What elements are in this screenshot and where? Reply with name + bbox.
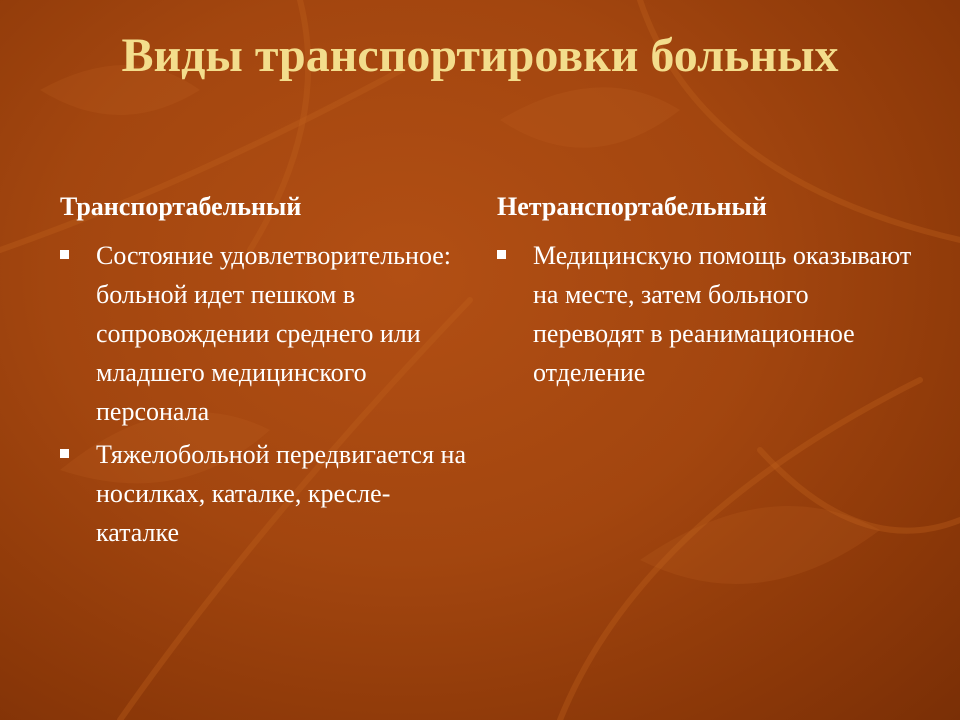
list-item: [60, 236, 470, 431]
square-bullet-icon: [497, 250, 506, 259]
bullet-list-transportable: [60, 236, 470, 556]
list-item-text: Медицинскую помощь оказывают на месте, затем больного переводят в реанимационное отделение: [533, 241, 912, 387]
column-heading-transportable: Транспортабельный: [60, 192, 302, 221]
list-item: [60, 435, 470, 552]
column-heading-non-transportable: Нетранспортабельный: [497, 192, 767, 221]
list-item: [497, 236, 917, 392]
list-item-text: Состояние удовлетворительное: больной идет пешком в сопровождении среднего или младшего медицинского персонала: [96, 241, 452, 426]
list-item-text: Тяжелобольной передвигается на носилках, каталке, кресле-каталке: [96, 440, 466, 547]
square-bullet-icon: [60, 250, 69, 259]
square-bullet-icon: [60, 449, 69, 458]
slide-title: Виды транспортировки больных: [121, 29, 839, 82]
bullet-list-non-transportable: [497, 236, 917, 396]
